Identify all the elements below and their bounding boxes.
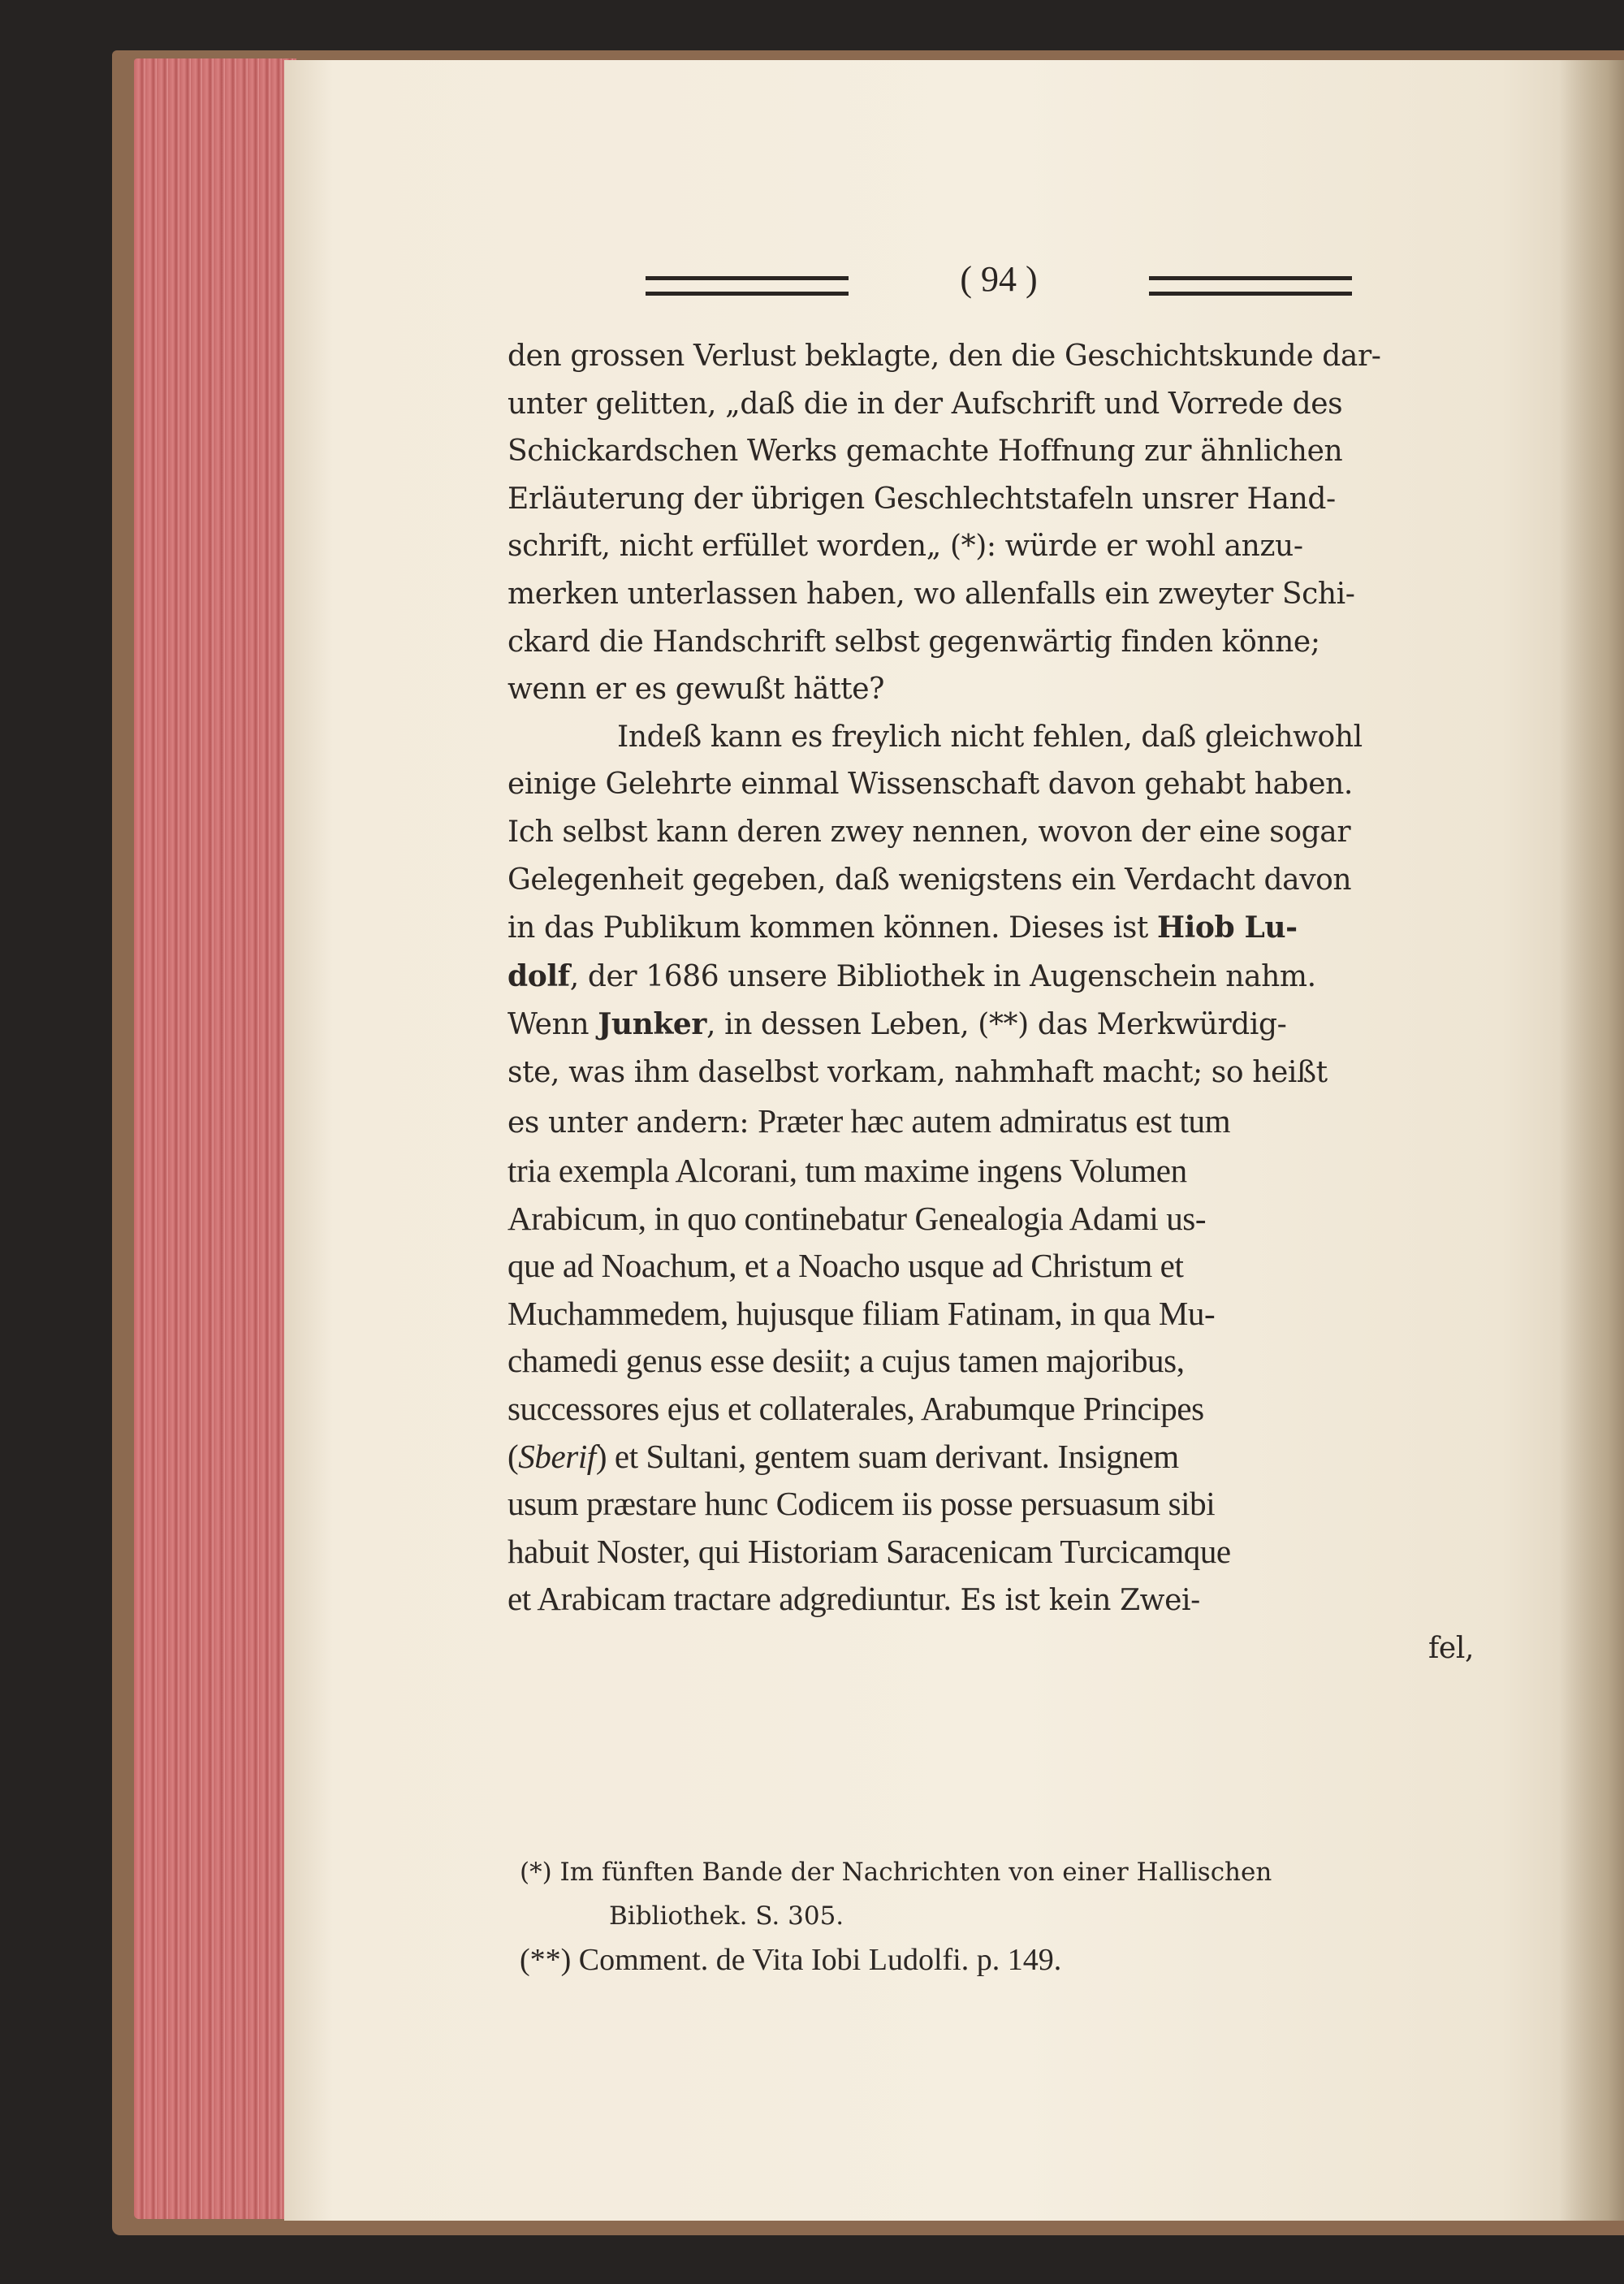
latin-line: habuit Noster, qui Historiam Saracenicam Turcicamque [508, 1532, 1231, 1570]
text-line: Ich selbst kann deren zwey nennen, wovon der eine sogar [508, 815, 1351, 849]
footnote-1: (*) Im fünften Bande der Nachrichten von einer Hallischen [520, 1858, 1272, 1887]
page-gutter [1559, 60, 1624, 2221]
text-line: merken unterlassen haben, wo allenfalls ein zweyter Schi- [508, 577, 1355, 611]
page-number: ( 94 ) [960, 259, 1038, 299]
text-segment: ( [508, 1437, 519, 1475]
page-edges [134, 58, 296, 2219]
name-junker: Junker [598, 1007, 706, 1042]
name-hiob-ludolf-part1: Hiob Lu- [1157, 911, 1298, 945]
latin-line: usum præstare hunc Codicem iis posse persuasum sibi [508, 1485, 1216, 1523]
latin-line: chamedi genus esse desiit; a cujus tamen majoribus, [508, 1342, 1185, 1380]
text-line [508, 1575, 1474, 1625]
text-segment: , der 1686 unsere Bibliothek in Augenschein nahm. [569, 959, 1316, 993]
text-line: schrift, nicht erfüllet worden„ (*): würde er wohl anzu- [508, 530, 1303, 564]
text-segment: in das Publikum kommen können. Dieses ist [508, 911, 1148, 945]
text-line: Erläuterung der übrigen Geschlechtstafeln unsrer Hand- [508, 482, 1336, 516]
footnote-1-continued: Bibliothek. S. 305. [609, 1901, 844, 1931]
text-line [508, 904, 1474, 953]
body-text [508, 333, 1474, 1673]
footnotes [520, 1850, 1478, 1982]
latin-segment: et Arabicam tractare adgrediuntur. [508, 1580, 952, 1618]
text-line [508, 1097, 1474, 1148]
latin-line: tria exempla Alcorani, tum maxime ingens Volumen [508, 1152, 1187, 1190]
text-line: einige Gelehrte einmal Wissenschaft davon gehabt haben. [508, 768, 1353, 802]
catchword: fel, [1428, 1632, 1474, 1666]
text-line: Gelegenheit gegeben, daß wenigstens ein Verdacht davon [508, 863, 1352, 897]
footnote-2: (**) Comment. de Vita Iobi Ludolfi. p. 149. [520, 1943, 1062, 1977]
word-sberif: Sberif [518, 1437, 596, 1475]
text-line [508, 953, 1474, 1001]
text-segment: es unter andern: [508, 1105, 749, 1140]
text-segment: , in dessen Leben, (**) das Merkwürdig- [706, 1008, 1287, 1042]
text-line: unter gelitten, „daß die in der Aufschrift und Vorrede des [508, 387, 1343, 421]
text-segment: ) et Sultani, gentem suam derivant. Insignem [595, 1437, 1179, 1475]
text-line: Schickardschen Werks gemachte Hoffnung zur ähnlichen [508, 435, 1343, 469]
latin-line [508, 1433, 1474, 1481]
text-line: ste, was ihm daselbst vorkam, nahmhaft macht; so heißt [508, 1055, 1328, 1089]
text-line: ckard die Handschrift selbst gegenwärtig finden könne; [508, 625, 1320, 659]
latin-line: Muchammedem, hujusque filiam Fatinam, in qua Mu- [508, 1294, 1216, 1332]
text-line [508, 1001, 1474, 1049]
latin-quote: Præter hæc autem admiratus est tum [758, 1101, 1231, 1140]
latin-line: Arabicum, in quo continebatur Genealogia Adami us- [508, 1199, 1207, 1237]
text-segment: Es ist kein Zwei- [960, 1584, 1200, 1618]
header-rule-right [1149, 276, 1352, 296]
paragraph-start: Indeß kann es freylich nicht fehlen, daß gleichwohl [617, 720, 1363, 754]
text-segment: Wenn [508, 1008, 590, 1042]
name-hiob-ludolf-part2: dolf [508, 958, 570, 993]
latin-line: successores ejus et collaterales, Arabumque Principes [508, 1390, 1204, 1428]
text-line: den grossen Verlust beklagte, den die Geschichtskunde dar- [508, 340, 1381, 373]
running-head [646, 258, 1352, 299]
text-line: wenn er es gewußt hätte? [508, 673, 885, 707]
latin-line: que ad Noachum, et a Noacho usque ad Christum et [508, 1247, 1184, 1285]
